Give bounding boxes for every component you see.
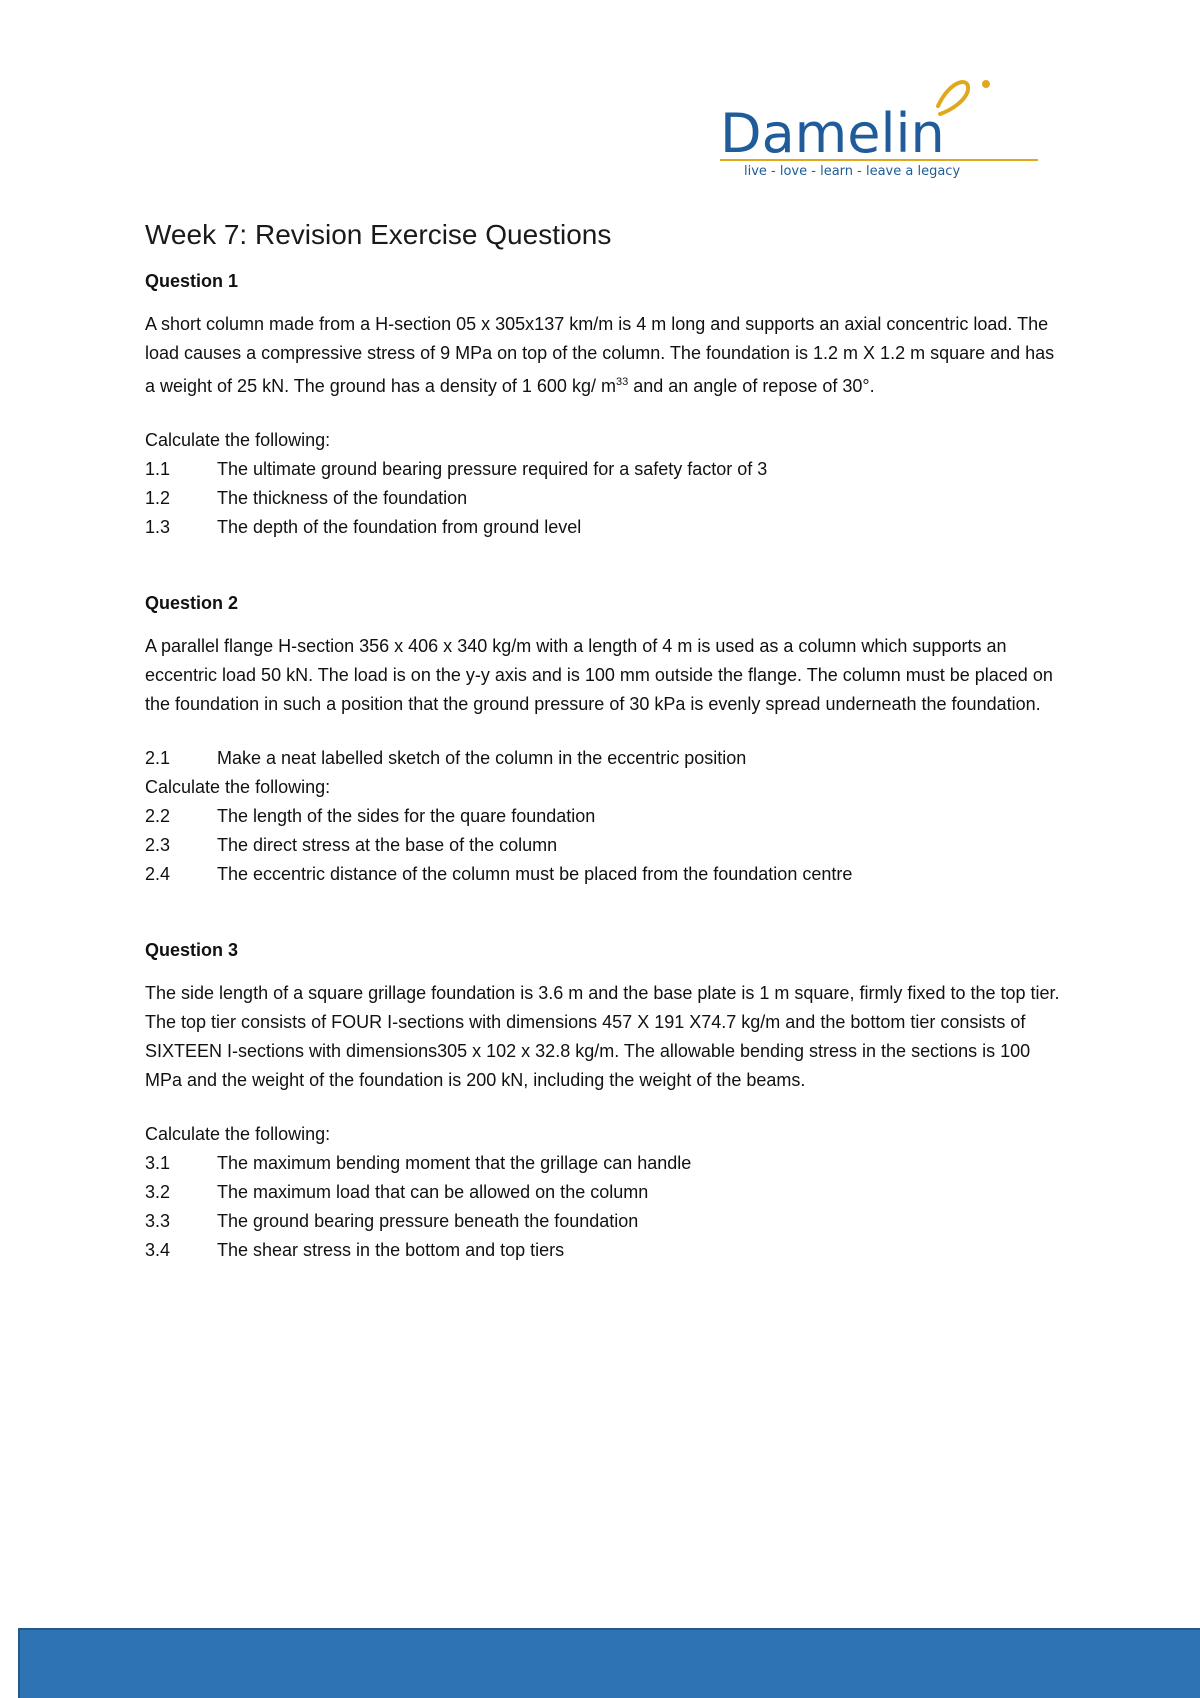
subquestion-list — [145, 455, 1065, 542]
subquestion-item — [145, 744, 1065, 773]
subquestion-item — [145, 860, 1065, 889]
footer-bar — [18, 1628, 1200, 1698]
subquestion-item — [145, 1178, 1065, 1207]
question-3 — [145, 935, 1065, 1265]
subquestion-item — [145, 1149, 1065, 1178]
damelin-logo-graphic — [700, 72, 1050, 187]
question-text-part: and an angle of repose of 30°. — [628, 376, 875, 396]
subquestion-item — [145, 831, 1065, 860]
question-text: A parallel flange H-section 356 x 406 x 340 kg/m with a length of 4 m is used as a column which supports an eccentric load 50 kN. The load is on the y-y axis and is 100 mm outside the flange. The column must be placed on the foundation in such a position that the ground pressure of 30 kPa is evenly spread underneath the foundation. — [145, 636, 1053, 714]
subquestion-text: Make a neat labelled sketch of the column in the eccentric position — [217, 748, 747, 768]
subquestion-list — [145, 802, 1065, 889]
subquestion-item — [145, 802, 1065, 831]
superscript: 33 — [615, 376, 629, 388]
subquestion-number: 1.3 — [145, 517, 171, 537]
subquestion-item — [145, 1207, 1065, 1236]
subquestion-item — [145, 513, 1065, 542]
subquestion-number: 2.3 — [145, 835, 171, 855]
logo-dot — [982, 80, 990, 88]
logo-brand-text: Damelin — [720, 102, 945, 165]
question-text-part: A short column made from a H-section 05 x 305x137 km/m is 4 m long and supports an axial concentric load. The load causes a compressive stress of 9 MPa on top of the column. The foundation is 1.2 m X 1.2 m square and has a weight of 25 kN. The ground has a density of 1 600 kg/ m — [145, 314, 1055, 396]
spacer — [145, 889, 1065, 935]
subquestion-list — [145, 744, 1065, 773]
subquestion-number: 1.1 — [145, 459, 171, 479]
subquestion-number: 2.4 — [145, 864, 171, 884]
subquestion-text: The ground bearing pressure beneath the foundation — [217, 1211, 639, 1231]
subquestion-text: The shear stress in the bottom and top tiers — [217, 1240, 565, 1260]
calc-label: Calculate the following: — [145, 430, 331, 450]
subquestion-number: 3.2 — [145, 1182, 171, 1202]
document-body — [145, 214, 1065, 1265]
subquestion-item — [145, 484, 1065, 513]
question-heading: Question 2 — [145, 593, 239, 613]
question-2 — [145, 588, 1065, 889]
subquestion-number: 3.1 — [145, 1153, 171, 1173]
question-text — [145, 310, 1065, 401]
subquestion-text: The ultimate ground bearing pressure required for a safety factor of 3 — [217, 459, 768, 479]
subquestion-text: The direct stress at the base of the column — [217, 835, 558, 855]
subquestion-item — [145, 455, 1065, 484]
question-1 — [145, 266, 1065, 542]
subquestion-text: The eccentric distance of the column must be placed from the foundation centre — [217, 864, 853, 884]
question-heading: Question 3 — [145, 940, 239, 960]
subquestion-text: The length of the sides for the quare foundation — [217, 806, 596, 826]
subquestion-text: The maximum bending moment that the grillage can handle — [217, 1153, 692, 1173]
logo-tagline: live - love - learn - leave a legacy — [744, 164, 961, 179]
calc-label: Calculate the following: — [145, 1124, 331, 1144]
question-text: The side length of a square grillage foundation is 3.6 m and the base plate is 1 m square, firmly fixed to the top tier. The top tier consists of FOUR I-sections with dimensions 457 X 191 X74.7 kg/m and the bottom tier consists of SIXTEEN I-sections with dimensions305 x 102 x 32.8 kg/m. The allowable bending stress in the sections is 100 MPa and the weight of the foundation is 200 kN, including the weight of the beams. — [145, 983, 1060, 1090]
subquestion-number: 2.2 — [145, 806, 171, 826]
subquestion-text: The maximum load that can be allowed on the column — [217, 1182, 649, 1202]
question-heading: Question 1 — [145, 271, 239, 291]
subquestion-number: 3.4 — [145, 1240, 171, 1260]
spacer — [145, 542, 1065, 588]
subquestion-item — [145, 1236, 1065, 1265]
calc-label: Calculate the following: — [145, 777, 331, 797]
subquestion-text: The thickness of the foundation — [217, 488, 468, 508]
subquestion-number: 3.3 — [145, 1211, 171, 1231]
subquestion-number: 2.1 — [145, 748, 171, 768]
damelin-logo — [700, 72, 1050, 187]
subquestion-text: The depth of the foundation from ground level — [217, 517, 582, 537]
subquestion-number: 1.2 — [145, 488, 171, 508]
page-title: Week 7: Revision Exercise Questions — [145, 219, 612, 250]
subquestion-list — [145, 1149, 1065, 1265]
